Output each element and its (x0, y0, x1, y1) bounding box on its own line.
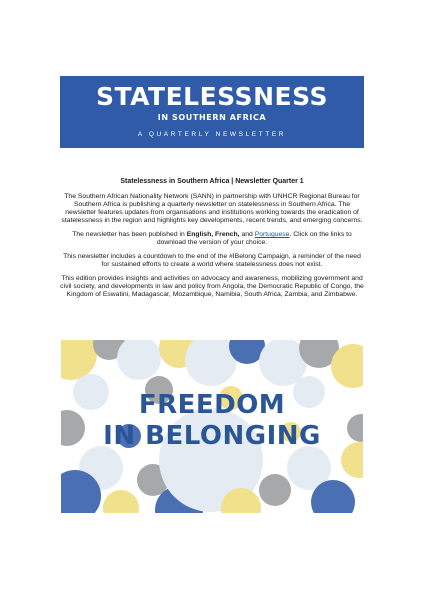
sep-2: and (239, 231, 255, 238)
decorative-circle (259, 474, 291, 506)
newsletter-heading: Statelessness in Southern Africa | Newsletter Quarter 1 (120, 178, 304, 185)
banner-tagline: A QUARTERLY NEWSLETTER (137, 131, 287, 138)
newsletter-body (60, 178, 364, 305)
decorative-circle (61, 340, 97, 380)
languages-suffix: . Click on the links to download the version of your choice. (156, 231, 352, 246)
english-label: English (186, 231, 212, 238)
graphic-line-1: FREEDOM (138, 390, 286, 420)
sep-1: , (211, 231, 216, 238)
languages-paragraph (60, 231, 364, 247)
languages-prefix: The newsletter has been published in (72, 231, 187, 238)
portuguese-link[interactable]: Portuguese (254, 231, 290, 238)
french-label: French, (215, 231, 240, 238)
banner-title: STATELESSNESS (96, 82, 328, 111)
graphic-line-2: IN BELONGING (103, 421, 321, 451)
edition-paragraph: This edition provides insights and activities on advocacy and awareness, mobilizing government and civil society, and developments in law and policy from Angola, the Democratic Republic of Congo, the Kingdom of Eswatini, Madagascar, Mozambique, Namibia, South Africa, Zambia, and Zimbabwe. (60, 275, 364, 298)
countdown-paragraph: This newsletter includes a countdown to the end of the #IBelong Campaign, a reminder of the need for sustained efforts to create a world where statelessness does not exist. (63, 253, 361, 268)
graphic-headline (61, 390, 363, 452)
newsletter-banner (60, 76, 364, 148)
banner-subtitle: IN SOUTHERN AFRICA (157, 113, 267, 122)
intro-paragraph: The Southern African Nationality Network (SANN) in partnership with UNHCR Regional Bureau for Southern Africa is publishing a quarterly newsletter on statelessness in Southern Africa. The newsletter features updates from organisations and institutions working towards the eradication of statelessness in the region and highlights key developments, recent trends, and emerging concerns. (61, 193, 363, 224)
decorative-circle (117, 340, 161, 380)
freedom-in-belonging-graphic (61, 340, 363, 513)
decorative-circle (103, 490, 139, 513)
